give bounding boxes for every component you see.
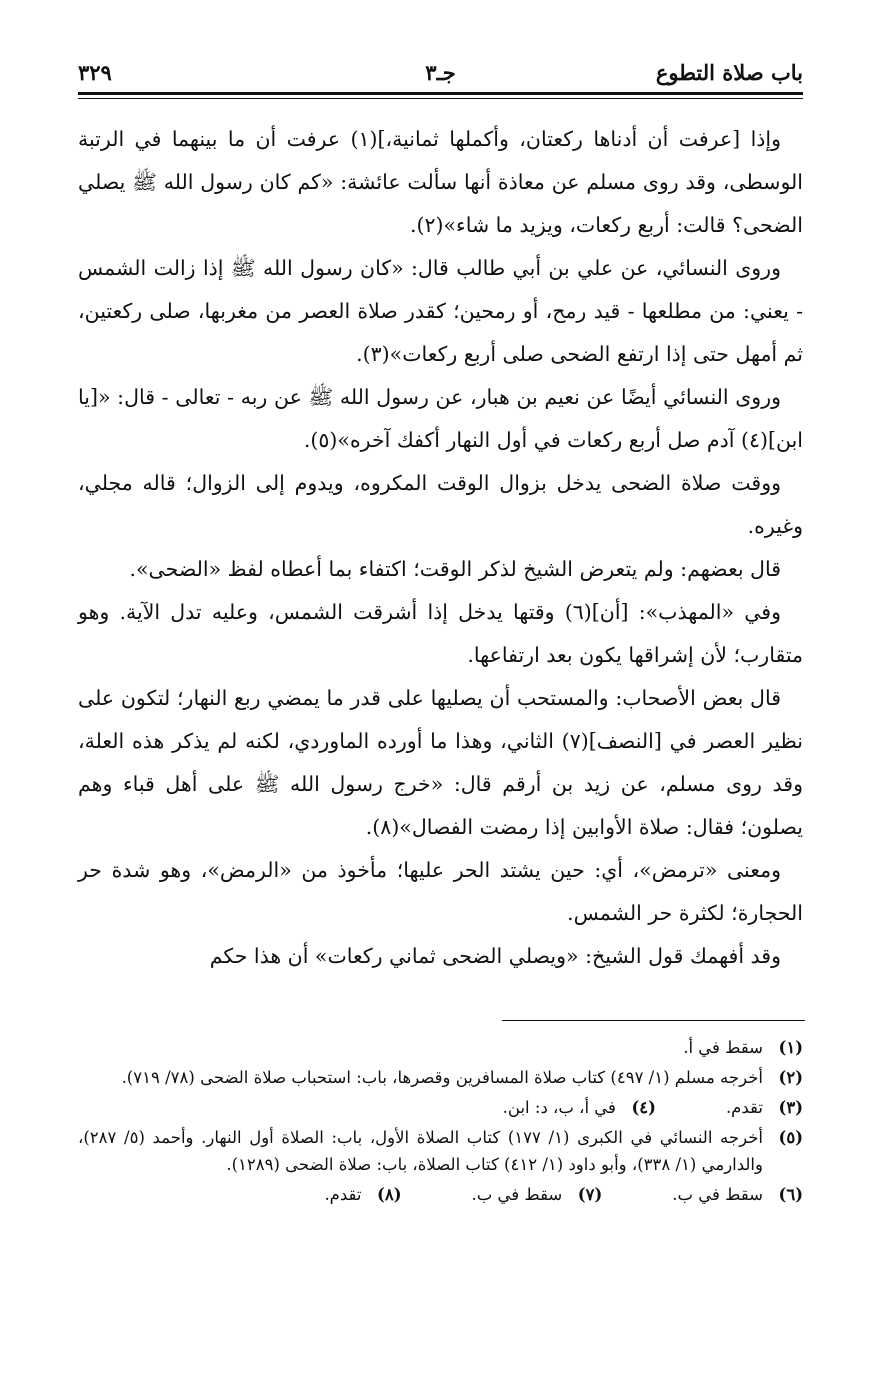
footnote-number: (١) <box>778 1038 803 1057</box>
footnote-number: (٣) <box>778 1098 803 1117</box>
main-text <box>78 118 803 978</box>
paragraph: وروى النسائي أيضًا عن نعيم بن هبار، عن رسول الله ﷺ عن ربه - تعالى - قال: «[يا ابن](٤) آدم صل أربع ركعات في أول النهار أكفك آخره»(٥). <box>78 385 803 452</box>
footnote-number: (٨) <box>377 1185 402 1204</box>
paragraph: قال بعض الأصحاب: والمستحب أن يصليها على قدر ما يمضي ربع النهار؛ لتكون على نظير العصر في [النصف](٧) الثاني، وهذا ما أورده الماوردي، لكنه لم يذكر هذه العلة، وقد روى مسلم، عن زيد بن أرقم قال: «خرج رسول الله ﷺ على أهل قباء وهم يصلون؛ فقال: صلاة الأوابين إذا رمضت الفصال»(٨). <box>78 686 803 839</box>
header-rule-thick <box>78 92 803 95</box>
footnote-text: تقدم. <box>324 1185 362 1204</box>
footnote <box>78 1034 803 1061</box>
footnote <box>78 1124 803 1178</box>
footnote <box>324 1181 401 1208</box>
footnote-text: تقدم. <box>725 1098 763 1117</box>
footnote-text: في أ، ب، د: ابن. <box>502 1098 616 1117</box>
paragraph: قال بعضهم: ولم يتعرض الشيخ لذكر الوقت؛ اكتفاء بما أعطاه لفظ «الضحى». <box>129 557 781 581</box>
footnote-text: أخرجه النسائي في الكبرى (١/ ١٧٧) كتاب الصلاة الأول، باب: الصلاة أول النهار. وأحمد (٥/ ٢٨٧)، والدارمي (١/ ٣٣٨)، وأبو داود (١/ ٤١٢) كتاب الصلاة، باب: صلاة الضحى (١٢٨٩). <box>78 1128 763 1174</box>
header-rule-thin <box>78 98 803 99</box>
footnotes <box>78 1034 803 1211</box>
footnote <box>726 1094 803 1121</box>
footnote-row <box>78 1094 803 1121</box>
paragraph: وروى النسائي، عن علي بن أبي طالب قال: «كان رسول الله ﷺ إذا زالت الشمس - يعني: من مطلعها - قيد رمح، أو رمحين؛ كقدر صلاة العصر من مغربها، صلى ركعتين، ثم أمهل حتى إذا ارتفع الضحى صلى أربع ركعات»(٣). <box>78 256 803 366</box>
footnote-number: (٤) <box>631 1098 656 1117</box>
running-header <box>78 56 803 90</box>
footnote-text: أخرجه مسلم (١/ ٤٩٧) كتاب صلاة المسافرين وقصرها، باب: استحباب صلاة الضحى (٧٨/ ٧١٩). <box>121 1068 763 1087</box>
paragraph: ومعنى «ترمض»، أي: حين يشتد الحر عليها؛ مأخوذ من «الرمض»، وهو شدة حر الحجارة؛ لكثرة حر الشمس. <box>78 858 803 925</box>
footnote-number: (٢) <box>778 1068 803 1087</box>
footnote-separator <box>502 1020 805 1021</box>
section-title: باب صلاة التطوع <box>655 60 803 85</box>
footnote <box>672 1181 803 1208</box>
footnote <box>503 1094 656 1121</box>
paragraph: وفي «المهذب»: [أن](٦) وقتها يدخل إذا أشرقت الشمس، وعليه تدل الآية. وهو متقارب؛ لأن إشراقها يكون بعد ارتفاعها. <box>78 600 803 667</box>
footnote-row <box>78 1181 803 1208</box>
footnote-text: سقط في أ. <box>683 1038 763 1057</box>
footnote <box>472 1181 603 1208</box>
volume-label: جـ٣ <box>425 60 456 85</box>
footnote-text: سقط في ب. <box>471 1185 563 1204</box>
paragraph: وإذا [عرفت أن أدناها ركعتان، وأكملها ثمانية،](١) عرفت أن ما بينهما في الرتبة الوسطى، وقد روى مسلم عن معاذة أنها سألت عائشة: «كم كان رسول الله ﷺ يصلي الضحى؟ قالت: أربع ركعات، ويزيد ما شاء»(٢). <box>78 127 803 237</box>
paragraph: وقد أفهمك قول الشيخ: «ويصلي الضحى ثماني ركعات» أن هذا حكم <box>209 944 781 968</box>
footnote-number: (٦) <box>778 1185 803 1204</box>
footnote-number: (٧) <box>577 1185 603 1204</box>
footnote <box>78 1064 803 1091</box>
footnote-text: سقط في ب. <box>672 1185 763 1204</box>
page-number: ٣٢٩ <box>78 60 112 85</box>
footnote-number: (٥) <box>778 1128 803 1147</box>
paragraph: ووقت صلاة الضحى يدخل بزوال الوقت المكروه، ويدوم إلى الزوال؛ قاله مجلي، وغيره. <box>78 471 803 538</box>
